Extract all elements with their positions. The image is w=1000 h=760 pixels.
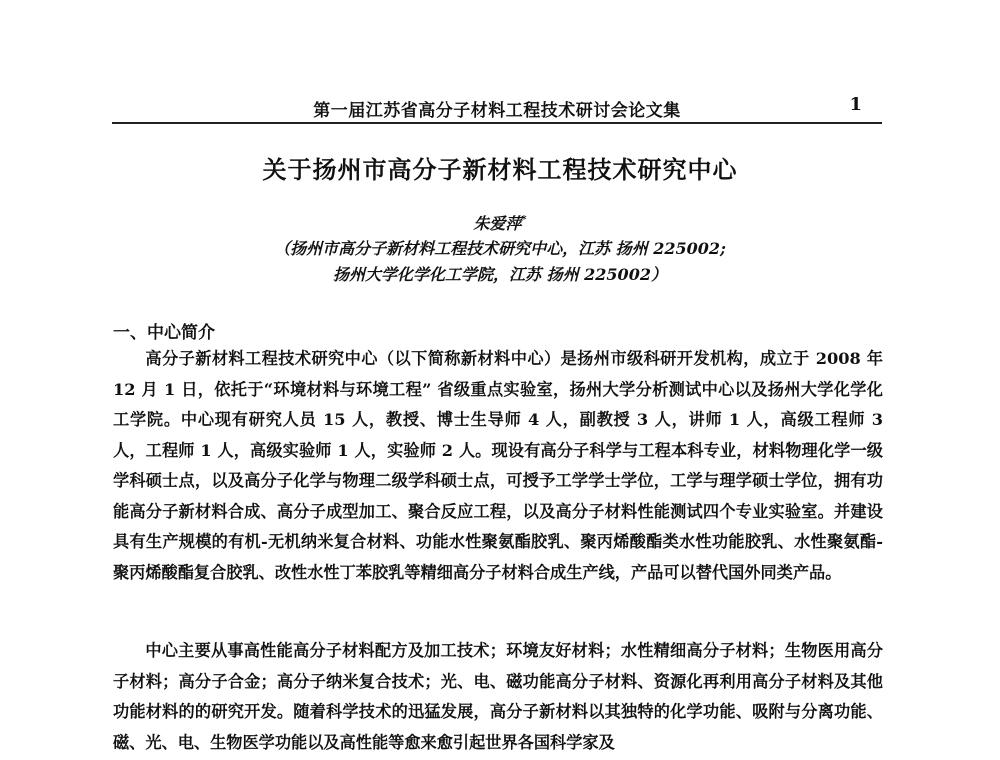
author-line — [0, 211, 1000, 234]
body-paragraph-1: 高分子新材料工程技术研究中心（以下简称新材料中心）是扬州市级科研开发机构，成立于 2008 年 12 月 1 日，依托于“环境材料与环境工程” 省级重点实验室，扬州大学分析测试中心以及扬州大学化学化工学院。中心现有研究人员 15 人，教授、博士生导师 4 人，副教授 3 人，讲师 1 人，高级工程师 3 人，工程师 1 人，高级实验师 1 人，实验师 2 人。现设有高分子科学与工程本科专业，材料物理化学一级学科硕士点，以及高分子化学与物理二级学科硕士点，可授予工学学士学位，工学与理学硕士学位，拥有功能高分子新材料合成、高分子成型加工、聚合反应工程，以及高分子材料性能测试四个专业实验室。并建设具有生产规模的有机-无机纳米复合材料、功能水性聚氨酯胶乳、聚丙烯酸酯类水性功能胶乳、水性聚氨酯-聚丙烯酸酯复合胶乳、改性水性丁苯胶乳等精细高分子材料合成生产线，产品可以替代国外同类产品。 — [113, 349, 883, 582]
page-number: 1 — [849, 94, 862, 115]
author-name: 朱爱萍 — [473, 214, 522, 233]
body-paragraph-2: 中心主要从事高性能高分子材料配方及加工技术；环境友好材料；水性精细高分子材料；生物医用高分子材料；高分子合金；高分子纳米复合技术；光、电、磁功能高分子材料、资源化再利用高分子材料及其他功能材料的的研究开发。随着科学技术的迅猛发展，高分子新材料以其独特的化学功能、吸附与分离功能、磁、光、电、生物医学功能以及高性能等愈来愈引起世界各国科学家及 — [113, 641, 883, 752]
paper-title: 关于扬州市高分子新材料工程技术研究中心 — [262, 155, 738, 184]
section-heading: 一、中心简介 — [113, 323, 215, 343]
affiliation-line-1: （扬州市高分子新材料工程技术研究中心，江苏 扬州 225002; — [274, 239, 726, 258]
affiliation-line-2: 扬州大学化学化工学院，江苏 扬州 225002） — [333, 265, 667, 284]
author-footnote-mark: * — [521, 214, 527, 226]
running-title: 第一届江苏省高分子材料工程技术研讨会论文集 — [313, 101, 681, 121]
running-header — [112, 88, 882, 124]
